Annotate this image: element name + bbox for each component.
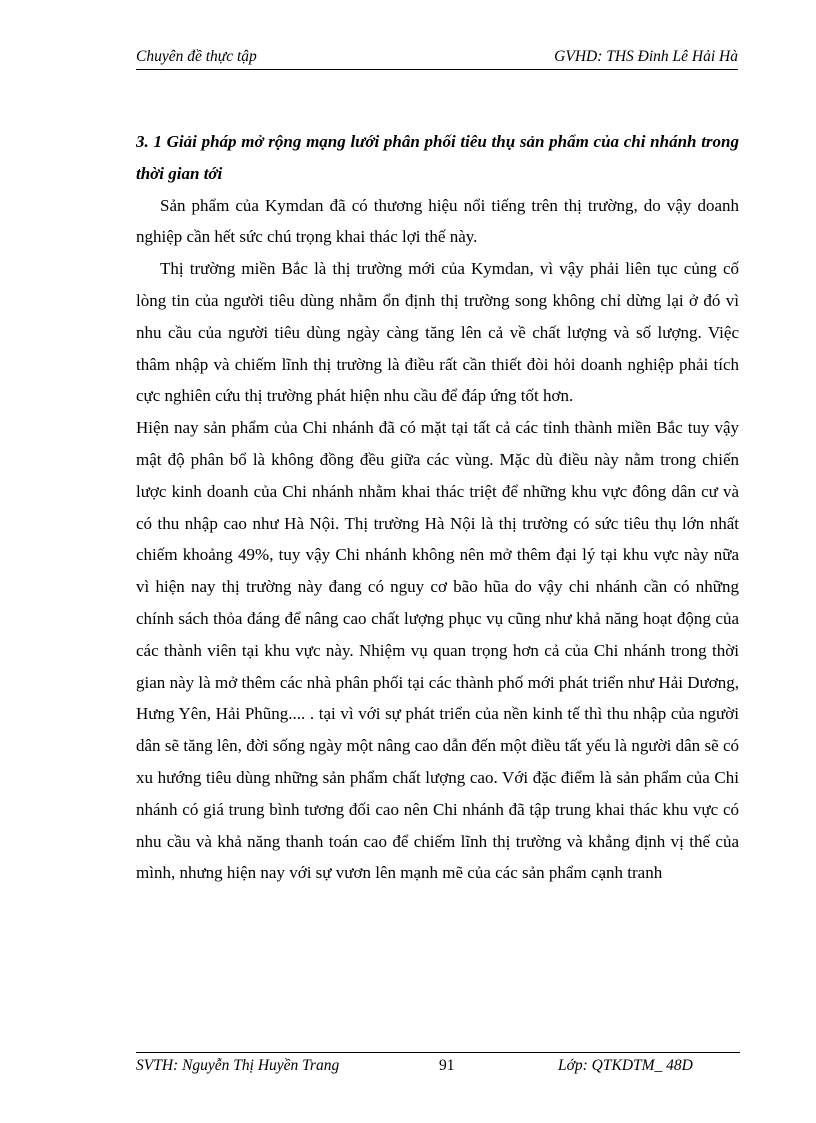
footer-divider: [136, 1052, 740, 1053]
section-heading: 3. 1 Giải pháp mở rộng mạng lưới phân phối tiêu thụ sản phẩm của chi nhánh trong thời gian tới: [136, 132, 739, 183]
header-document-type: Chuyên đề thực tập: [136, 48, 257, 65]
page-number: 91: [439, 1057, 455, 1074]
paragraph-3: Hiện nay sản phẩm của Chi nhánh đã có mặt tại tất cả các tỉnh thành miền Bắc tuy vậy mật độ phân bổ là không đồng đều giữa các vùng. Mặc dù điều này nằm trong chiến lược kinh doanh của Chi nhánh nhằm khai thác triệt để những khu vực đông dân cư và có thu nhập cao như Hà Nội. Thị trường Hà Nội là thị trường có sức tiêu thụ lớn nhất chiếm khoảng 49%, tuy vậy Chi nhánh không nên mở thêm đại lý tại khu vực này nữa vì hiện nay thị trường này đang có nguy cơ bão hũa do vậy chi nhánh cần có những chính sách thỏa đáng để nâng cao chất lượng phục vụ cũng như khả năng hoạt động của các thành viên tại khu vực này. Nhiệm vụ quan trọng hơn cả của Chi nhánh trong thời gian này là mở thêm các nhà phân phối tại các thành phố mới phát triển như Hải Dương, Hưng Yên, Hải Phũng.... . tại vì với sự phát triển của nền kinh tế thì thu nhập của người dân sẽ tăng lên, đời sống ngày một nâng cao dẫn đến một điều tất yếu là người dân sẽ có xu hướng tiêu dùng những sản phẩm chất lượng cao. Với đặc điểm là sản phẩm của Chi nhánh có giá trung bình tương đối cao nên Chi nhánh đã tập trung khai thác khu vực có nhu cầu và khả năng thanh toán cao để chiếm lĩnh thị trường và khẳng định vị thế của mình, nhưng hiện nay với sự vươn lên mạnh mẽ của các sản phẩm cạnh tranh: [136, 418, 739, 883]
paragraph-2: Thị trường miền Bắc là thị trường mới của Kymdan, vì vậy phải liên tục củng cố lòng tin của người tiêu dùng nhằm ổn định thị trường song không chỉ dừng lại ở đó vì nhu cầu của người tiêu dùng ngày càng tăng lên cả về chất lượng và số lượng. Việc thâm nhập và chiếm lĩnh thị trường là điều rất cần thiết đòi hỏi doanh nghiệp phải tích cực nghiên cứu thị trường phát hiện nhu cầu để đáp ứng tốt hơn.: [136, 259, 739, 406]
page-header: [136, 47, 738, 70]
page-content: [136, 126, 739, 889]
footer-class: Lớp: QTKDTM_ 48D: [558, 1057, 693, 1074]
header-supervisor: GVHD: THS Đinh Lê Hải Hà: [554, 48, 738, 65]
footer-student: SVTH: Nguyễn Thị Huyền Trang: [136, 1057, 340, 1074]
paragraph-1: Sản phẩm của Kymdan đã có thương hiệu nổi tiếng trên thị trường, do vậy doanh nghiệp cần hết sức chú trọng khai thác lợi thế này.: [136, 195, 739, 247]
